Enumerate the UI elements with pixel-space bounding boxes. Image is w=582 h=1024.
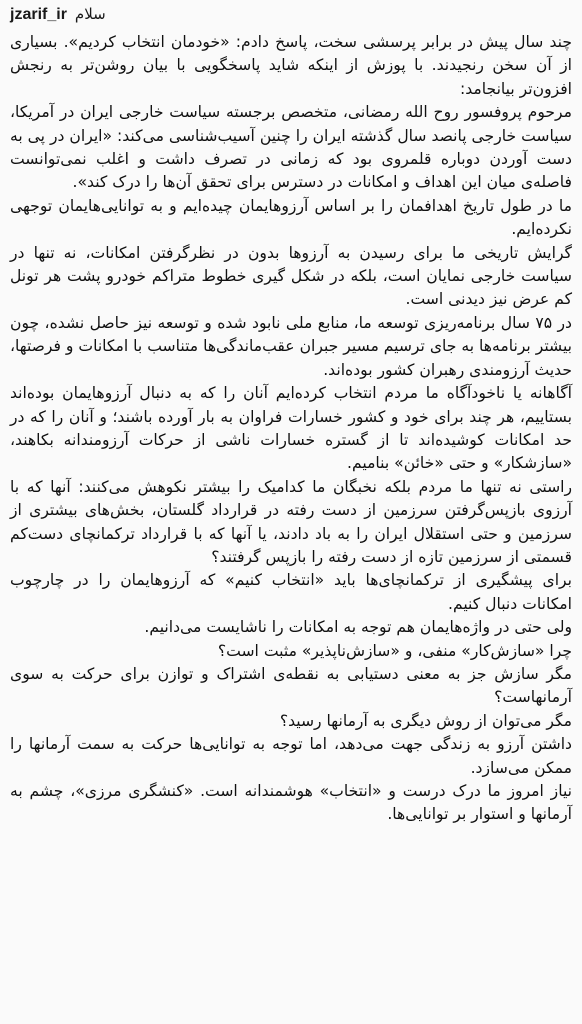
paragraph: گرایش تاریخی ما برای رسیدن به آرزوها بدون در نظرگرفتن امکانات، نه تنها در سیاست خارجی نمایان است، بلکه در شکل گیری خطوط متراکم خودرو پشت هر تونل کم عرض نیز دیدنی است. <box>10 243 572 309</box>
paragraph: راستی نه تنها ما مردم بلکه نخبگان ما کدامیک را بیشتر نکوهش می‌کنند: آنها که با آرزوی بازپس‌گرفتن سرزمین از دست رفته در قرارداد گلستان، بخش‌های بیشتری از سرزمین و حتی استقلال ایران را به باد دادند، یا آنها که با قرارداد ترکمانچای دست‌کم قسمتی از سرزمین تازه از دست رفته را بازپس گرفتند؟ <box>10 477 572 566</box>
post-body <box>10 31 572 827</box>
paragraph: داشتن آرزو به زندگی جهت می‌دهد، اما توجه به توانایی‌ها حرکت به سمت آرمانها را ممکن می‌سازد. <box>10 735 572 777</box>
post-header <box>10 5 572 31</box>
paragraph: نیاز امروز ما درک درست و «انتخاب» هوشمندانه است. «کنشگری مرزی»، چشم به آرمانها و استوار بر توانایی‌ها. <box>10 782 572 824</box>
paragraph: ما در طول تاریخ اهدافمان را بر اساس آرزوهایمان چیده‌ایم و به توانایی‌هایمان توجهی نکرده‌ایم. <box>10 196 572 239</box>
paragraph: آگاهانه یا ناخودآگاه ما مردم انتخاب کرده‌ایم آنان را که به دنبال آرزوهایمان بوده‌اند بستاییم، هر چند برای خود و کشور خسارات فراوان به بار آورده باشند؛ و آنان را که در حد امکانات کوشیده‌اند تا از گستره خسارات ناشی از حرکات آرزومندانه بکاهند، «سازشکار» و حتی «خائن» بنامیم. <box>10 384 572 473</box>
paragraph: در ۷۵ سال برنامه‌ریزی توسعه ما، منابع ملی نابود شده و توسعه نیز حاصل نشده، چون بیشتر برنامه‌ها به جای ترسیم مسیر جبران عقب‌ماندگی‌ها متناسب با امکانات و فرصتها، حدیث آرزومندی رهبران کشور بوده‌اند. <box>9 313 572 379</box>
paragraph: مرحوم پروفسور روح الله رمضانی، متخصص برجسته سیاست خارجی ایران در آمریکا، سیاست خارجی پانصد سال گذشته ایران را چنین آسیب‌شناسی می‌کند: «ایران در پی به دست آوردن دوباره قلمروی بود که زمانی در تصرف داشت و اغلب نمی‌توانست فاصله‌ی میان این اهداف و امکانات در دسترس برای تحقق آن‌ها را درک کند». <box>10 103 572 192</box>
paragraph: ولی حتی در واژه‌هایمان هم توجه به امکانات را ناشایست می‌دانیم. <box>144 618 572 637</box>
author-username[interactable]: jzarif_ir <box>10 6 67 23</box>
paragraph: چرا «سازش‌کار» منفی، و «سازش‌ناپذیر» مثبت است؟ <box>217 641 572 660</box>
greeting-text: سلام <box>74 5 106 23</box>
paragraph: مگر سازش جز به معنی دستیابی به نقطه‌ی اشتراک و توازن برای حرکت به سوی آرمانهاست؟ <box>10 664 572 707</box>
paragraph: چند سال پیش در برابر پرسشی سخت، پاسخ دادم: «خودمان انتخاب کردیم». بسیاری از آن سخن رنجیدند. با پوزش از اینکه شاید پاسخگویی با بیان روشن‌تر به رنجش افزون‌تر بیانجامد: <box>10 33 572 98</box>
paragraph: مگر می‌توان از روش دیگری به آرمانها رسید؟ <box>279 711 572 730</box>
paragraph: برای پیشگیری از ترکمانچای‌ها باید «انتخاب کنیم» که آرزوهایمان را در چارچوب امکانات دنبال کنیم. <box>10 571 572 613</box>
